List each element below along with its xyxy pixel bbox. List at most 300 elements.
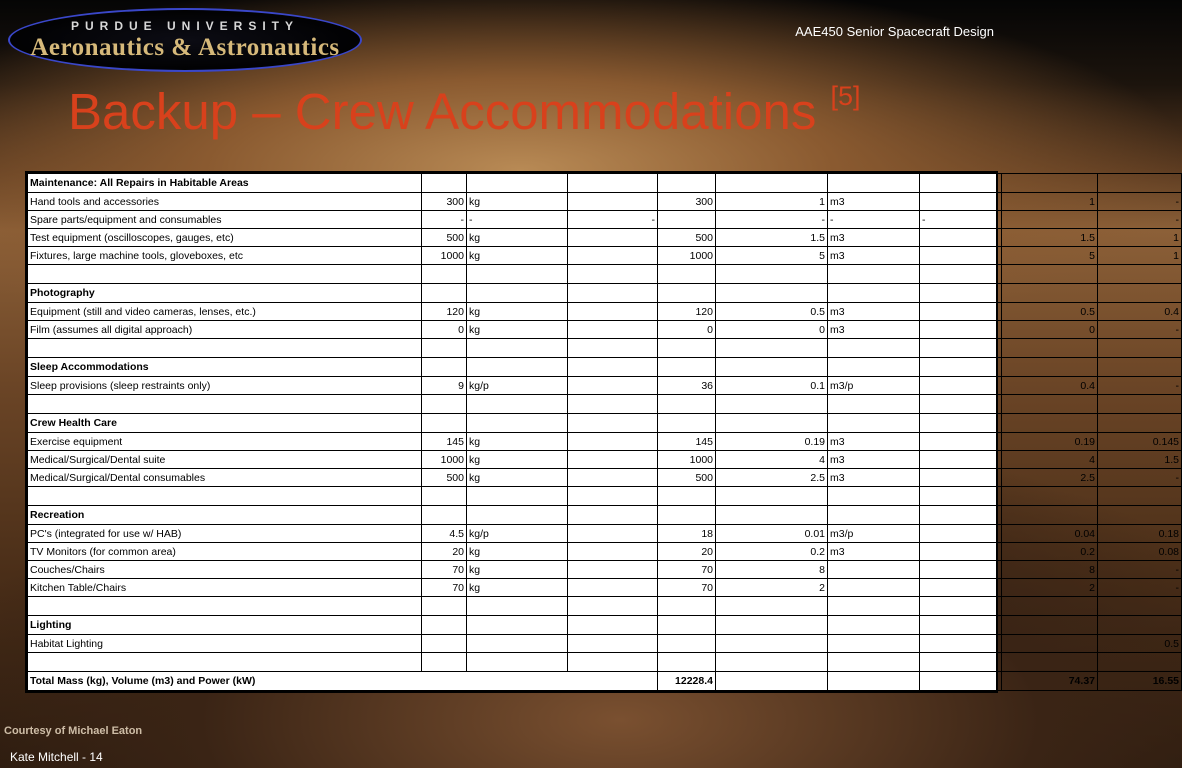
empty-cell	[1002, 597, 1098, 616]
value-cell: kg	[467, 543, 568, 561]
value-cell	[828, 561, 920, 579]
value-cell: 0	[716, 321, 828, 339]
empty-cell	[920, 672, 1002, 691]
value-cell	[920, 451, 1002, 469]
empty-cell	[828, 506, 920, 525]
value-cell: kg	[467, 303, 568, 321]
value-cell	[568, 635, 658, 653]
empty-cell	[1098, 506, 1182, 525]
value-cell: 8	[1002, 561, 1098, 579]
value-cell	[568, 247, 658, 265]
empty-cell	[1002, 339, 1098, 358]
value-cell: 2	[716, 579, 828, 597]
empty-cell	[828, 597, 920, 616]
empty-cell	[920, 395, 1002, 414]
value-cell: -	[467, 211, 568, 229]
table-row	[28, 303, 1182, 321]
empty-cell	[422, 174, 467, 193]
value-cell: 1000	[658, 451, 716, 469]
empty-cell	[422, 414, 467, 433]
value-cell: m3	[828, 321, 920, 339]
empty-cell	[467, 174, 568, 193]
image-credit: Courtesy of Michael Eaton	[4, 725, 143, 737]
value-cell: -	[1098, 561, 1182, 579]
empty-cell	[422, 616, 467, 635]
empty-cell	[467, 597, 568, 616]
total-volume: 74.37	[1002, 672, 1098, 691]
value-cell	[568, 193, 658, 211]
value-cell	[568, 543, 658, 561]
empty-cell	[1098, 358, 1182, 377]
empty-cell	[568, 339, 658, 358]
empty-cell	[828, 487, 920, 506]
value-cell: kg	[467, 561, 568, 579]
table-row	[28, 543, 1182, 561]
empty-cell	[568, 284, 658, 303]
value-cell: 500	[422, 469, 467, 487]
empty-cell	[422, 265, 467, 284]
empty-cell	[716, 174, 828, 193]
value-cell: -	[1098, 321, 1182, 339]
value-cell: 20	[658, 543, 716, 561]
value-cell: 0	[1002, 321, 1098, 339]
value-cell	[568, 579, 658, 597]
empty-cell	[716, 265, 828, 284]
empty-cell	[828, 414, 920, 433]
empty-cell	[28, 597, 422, 616]
value-cell	[828, 635, 920, 653]
empty-cell	[828, 358, 920, 377]
empty-cell	[828, 284, 920, 303]
empty-cell	[658, 358, 716, 377]
empty-cell	[568, 506, 658, 525]
value-cell: 70	[658, 579, 716, 597]
empty-cell	[422, 284, 467, 303]
value-cell: -	[716, 211, 828, 229]
value-cell	[920, 303, 1002, 321]
value-cell: 4	[716, 451, 828, 469]
value-cell: 1.5	[1098, 451, 1182, 469]
empty-cell	[568, 616, 658, 635]
empty-cell	[716, 339, 828, 358]
empty-cell	[568, 653, 658, 672]
empty-cell	[828, 653, 920, 672]
empty-cell	[828, 339, 920, 358]
value-cell	[920, 635, 1002, 653]
value-cell: 2	[1002, 579, 1098, 597]
empty-cell	[1098, 395, 1182, 414]
value-cell: 0.5	[1098, 635, 1182, 653]
empty-cell	[920, 358, 1002, 377]
value-cell	[658, 635, 716, 653]
value-cell: 70	[422, 561, 467, 579]
empty-cell	[422, 487, 467, 506]
slide-title-reference: [5]	[830, 81, 861, 111]
value-cell: 120	[422, 303, 467, 321]
item-name-cell: Exercise equipment	[28, 433, 422, 451]
empty-cell	[28, 265, 422, 284]
empty-cell	[467, 339, 568, 358]
empty-cell	[920, 265, 1002, 284]
section-header: Photography	[28, 284, 422, 303]
value-cell: m3/p	[828, 525, 920, 543]
crew-accommodations-table	[25, 171, 1179, 693]
empty-cell	[920, 284, 1002, 303]
slide-title-text: Backup – Crew Accommodations	[68, 83, 817, 140]
empty-cell	[28, 653, 422, 672]
value-cell: 0.08	[1098, 543, 1182, 561]
value-cell	[920, 247, 1002, 265]
value-cell: 36	[658, 377, 716, 395]
empty-cell	[716, 284, 828, 303]
empty-cell	[716, 506, 828, 525]
table-row	[28, 247, 1182, 265]
empty-cell	[920, 597, 1002, 616]
value-cell: kg/p	[467, 377, 568, 395]
value-cell	[568, 433, 658, 451]
value-cell	[716, 635, 828, 653]
value-cell: 1.5	[716, 229, 828, 247]
value-cell	[568, 451, 658, 469]
value-cell: -	[1098, 377, 1182, 395]
empty-cell	[1002, 358, 1098, 377]
value-cell: 0.19	[1002, 433, 1098, 451]
empty-cell	[1002, 653, 1098, 672]
logo-university-text: PURDUE UNIVERSITY	[70, 19, 300, 33]
value-cell: 0.04	[1002, 525, 1098, 543]
empty-cell	[467, 653, 568, 672]
empty-cell	[1098, 653, 1182, 672]
value-cell: 4.5	[422, 525, 467, 543]
value-cell	[920, 229, 1002, 247]
table-row	[28, 229, 1182, 247]
empty-cell	[828, 616, 920, 635]
value-cell: m3	[828, 303, 920, 321]
value-cell	[422, 635, 467, 653]
value-cell: 120	[658, 303, 716, 321]
empty-cell	[658, 487, 716, 506]
empty-cell	[920, 174, 1002, 193]
value-cell: 70	[658, 561, 716, 579]
empty-cell	[1002, 284, 1098, 303]
item-name-cell: Test equipment (oscilloscopes, gauges, etc)	[28, 229, 422, 247]
empty-cell	[467, 395, 568, 414]
empty-cell	[1098, 616, 1182, 635]
item-name-cell: TV Monitors (for common area)	[28, 543, 422, 561]
item-name-cell: Fixtures, large machine tools, gloveboxes, etc	[28, 247, 422, 265]
total-row	[28, 672, 1182, 691]
empty-cell	[828, 395, 920, 414]
value-cell: -	[1098, 211, 1182, 229]
empty-cell	[422, 506, 467, 525]
empty-cell	[828, 265, 920, 284]
value-cell: 0.4	[1098, 303, 1182, 321]
item-name-cell: Habitat Lighting	[28, 635, 422, 653]
value-cell	[920, 561, 1002, 579]
empty-cell	[1002, 174, 1098, 193]
empty-cell	[568, 487, 658, 506]
section-header-row	[28, 284, 1182, 303]
total-power: 16.55	[1098, 672, 1182, 691]
empty-cell	[658, 174, 716, 193]
spacer-row	[28, 265, 1182, 284]
value-cell	[467, 635, 568, 653]
empty-cell	[1002, 506, 1098, 525]
course-name: AAE450 Senior Spacecraft Design	[795, 24, 994, 39]
table-row	[28, 469, 1182, 487]
empty-cell	[422, 597, 467, 616]
table-row	[28, 579, 1182, 597]
empty-cell	[658, 265, 716, 284]
value-cell	[920, 321, 1002, 339]
empty-cell	[920, 653, 1002, 672]
value-cell: 0.4	[1002, 377, 1098, 395]
value-cell	[568, 321, 658, 339]
item-name-cell: Sleep provisions (sleep restraints only)	[28, 377, 422, 395]
empty-cell	[1098, 265, 1182, 284]
table-row	[28, 433, 1182, 451]
empty-cell	[920, 487, 1002, 506]
value-cell: 145	[422, 433, 467, 451]
value-cell: 2.5	[716, 469, 828, 487]
spacer-row	[28, 487, 1182, 506]
empty-cell	[1002, 487, 1098, 506]
table-row	[28, 451, 1182, 469]
value-cell: -	[422, 211, 467, 229]
section-header: Sleep Accommodations	[28, 358, 422, 377]
table-row	[28, 193, 1182, 211]
value-cell	[920, 543, 1002, 561]
empty-cell	[1098, 414, 1182, 433]
section-header-row	[28, 616, 1182, 635]
empty-cell	[422, 653, 467, 672]
value-cell: 0.5	[716, 303, 828, 321]
value-cell: kg	[467, 321, 568, 339]
value-cell: 0	[658, 321, 716, 339]
value-cell: 1	[1002, 193, 1098, 211]
value-cell: m3	[828, 543, 920, 561]
item-name-cell: Medical/Surgical/Dental consumables	[28, 469, 422, 487]
table-row	[28, 525, 1182, 543]
section-header-row	[28, 414, 1182, 433]
value-cell: m3	[828, 247, 920, 265]
table-row	[28, 321, 1182, 339]
table-row	[28, 377, 1182, 395]
value-cell	[920, 193, 1002, 211]
empty-cell	[716, 653, 828, 672]
empty-cell	[716, 414, 828, 433]
empty-cell	[658, 616, 716, 635]
section-header-row	[28, 174, 1182, 193]
item-name-cell: Couches/Chairs	[28, 561, 422, 579]
university-logo	[8, 8, 362, 72]
section-header: Recreation	[28, 506, 422, 525]
value-cell: kg	[467, 193, 568, 211]
empty-cell	[28, 395, 422, 414]
section-header-row	[28, 506, 1182, 525]
empty-cell	[716, 616, 828, 635]
value-cell: m3	[828, 433, 920, 451]
item-name-cell: Hand tools and accessories	[28, 193, 422, 211]
empty-cell	[920, 616, 1002, 635]
empty-cell	[568, 174, 658, 193]
value-cell: 500	[658, 229, 716, 247]
value-cell	[568, 229, 658, 247]
value-cell: 0.01	[716, 525, 828, 543]
value-cell: 18	[658, 525, 716, 543]
empty-cell	[1002, 414, 1098, 433]
empty-cell	[568, 358, 658, 377]
empty-cell	[1002, 616, 1098, 635]
value-cell: 300	[422, 193, 467, 211]
value-cell: 0.18	[1098, 525, 1182, 543]
section-header: Lighting	[28, 616, 422, 635]
value-cell: m3	[828, 451, 920, 469]
value-cell: 500	[422, 229, 467, 247]
empty-cell	[1098, 339, 1182, 358]
spacer-row	[28, 653, 1182, 672]
value-cell: -	[920, 211, 1002, 229]
spacer-row	[28, 395, 1182, 414]
empty-cell	[568, 597, 658, 616]
section-header-row	[28, 358, 1182, 377]
value-cell	[1002, 211, 1098, 229]
table-row	[28, 561, 1182, 579]
empty-cell	[28, 339, 422, 358]
empty-cell	[422, 395, 467, 414]
value-cell: kg	[467, 247, 568, 265]
value-cell: 0.2	[716, 543, 828, 561]
slide-footer: Kate Mitchell - 14	[10, 750, 103, 764]
value-cell: 145	[658, 433, 716, 451]
value-cell: 1	[1098, 229, 1182, 247]
empty-cell	[467, 487, 568, 506]
empty-cell	[422, 358, 467, 377]
empty-cell	[658, 506, 716, 525]
value-cell: 0.1	[716, 377, 828, 395]
empty-cell	[1098, 487, 1182, 506]
empty-cell	[828, 174, 920, 193]
spacer-row	[28, 339, 1182, 358]
value-cell: kg	[467, 229, 568, 247]
total-label: Total Mass (kg), Volume (m3) and Power (kW)	[28, 672, 658, 691]
value-cell	[568, 303, 658, 321]
value-cell: -	[1098, 469, 1182, 487]
empty-cell	[467, 265, 568, 284]
empty-cell	[920, 339, 1002, 358]
item-name-cell: PC's (integrated for use w/ HAB)	[28, 525, 422, 543]
value-cell	[828, 579, 920, 597]
value-cell	[568, 377, 658, 395]
value-cell: -	[568, 211, 658, 229]
empty-cell	[467, 284, 568, 303]
value-cell: 0.145	[1098, 433, 1182, 451]
value-cell: 70	[422, 579, 467, 597]
value-cell: 9	[422, 377, 467, 395]
empty-cell	[828, 672, 920, 691]
empty-cell	[28, 487, 422, 506]
value-cell: 5	[716, 247, 828, 265]
value-cell: kg	[467, 433, 568, 451]
empty-cell	[716, 395, 828, 414]
value-cell: 0	[422, 321, 467, 339]
empty-cell	[658, 597, 716, 616]
empty-cell	[658, 284, 716, 303]
slide-title	[68, 82, 861, 141]
value-cell	[920, 469, 1002, 487]
value-cell: 4	[1002, 451, 1098, 469]
table-row	[28, 211, 1182, 229]
value-cell: 500	[658, 469, 716, 487]
empty-cell	[1098, 174, 1182, 193]
item-name-cell: Film (assumes all digital approach)	[28, 321, 422, 339]
item-name-cell: Spare parts/equipment and consumables	[28, 211, 422, 229]
value-cell: 300	[658, 193, 716, 211]
value-cell: 1	[716, 193, 828, 211]
value-cell	[568, 525, 658, 543]
empty-cell	[920, 506, 1002, 525]
empty-cell	[1098, 284, 1182, 303]
value-cell: m3	[828, 469, 920, 487]
value-cell	[568, 469, 658, 487]
empty-cell	[1002, 395, 1098, 414]
value-cell: -	[1098, 579, 1182, 597]
item-name-cell: Medical/Surgical/Dental suite	[28, 451, 422, 469]
section-header: Maintenance: All Repairs in Habitable Areas	[28, 174, 422, 193]
empty-cell	[467, 414, 568, 433]
value-cell: 1000	[422, 451, 467, 469]
empty-cell	[658, 395, 716, 414]
value-cell: 0.5	[1002, 303, 1098, 321]
empty-cell	[920, 414, 1002, 433]
logo-department-text: Aeronautics & Astronautics	[30, 34, 340, 61]
empty-cell	[422, 339, 467, 358]
value-cell: -	[1098, 193, 1182, 211]
empty-cell	[568, 265, 658, 284]
empty-cell	[716, 597, 828, 616]
value-cell	[920, 579, 1002, 597]
spacer-row	[28, 597, 1182, 616]
item-name-cell: Kitchen Table/Chairs	[28, 579, 422, 597]
empty-cell	[716, 672, 828, 691]
empty-cell	[467, 506, 568, 525]
value-cell: 1000	[658, 247, 716, 265]
item-name-cell: Equipment (still and video cameras, lenses, etc.)	[28, 303, 422, 321]
empty-cell	[716, 487, 828, 506]
value-cell	[568, 561, 658, 579]
value-cell: 1000	[422, 247, 467, 265]
value-cell: 1.5	[1002, 229, 1098, 247]
value-cell	[920, 433, 1002, 451]
section-header: Crew Health Care	[28, 414, 422, 433]
empty-cell	[658, 339, 716, 358]
value-cell: -	[828, 211, 920, 229]
value-cell: kg	[467, 579, 568, 597]
empty-cell	[658, 414, 716, 433]
empty-cell	[658, 653, 716, 672]
empty-cell	[467, 616, 568, 635]
value-cell: 1	[1098, 247, 1182, 265]
empty-cell	[716, 358, 828, 377]
value-cell: 5	[1002, 247, 1098, 265]
value-cell: 20	[422, 543, 467, 561]
value-cell: kg/p	[467, 525, 568, 543]
empty-cell	[568, 414, 658, 433]
value-cell: kg	[467, 451, 568, 469]
empty-cell	[1098, 597, 1182, 616]
value-cell: m3	[828, 193, 920, 211]
value-cell	[1002, 635, 1098, 653]
